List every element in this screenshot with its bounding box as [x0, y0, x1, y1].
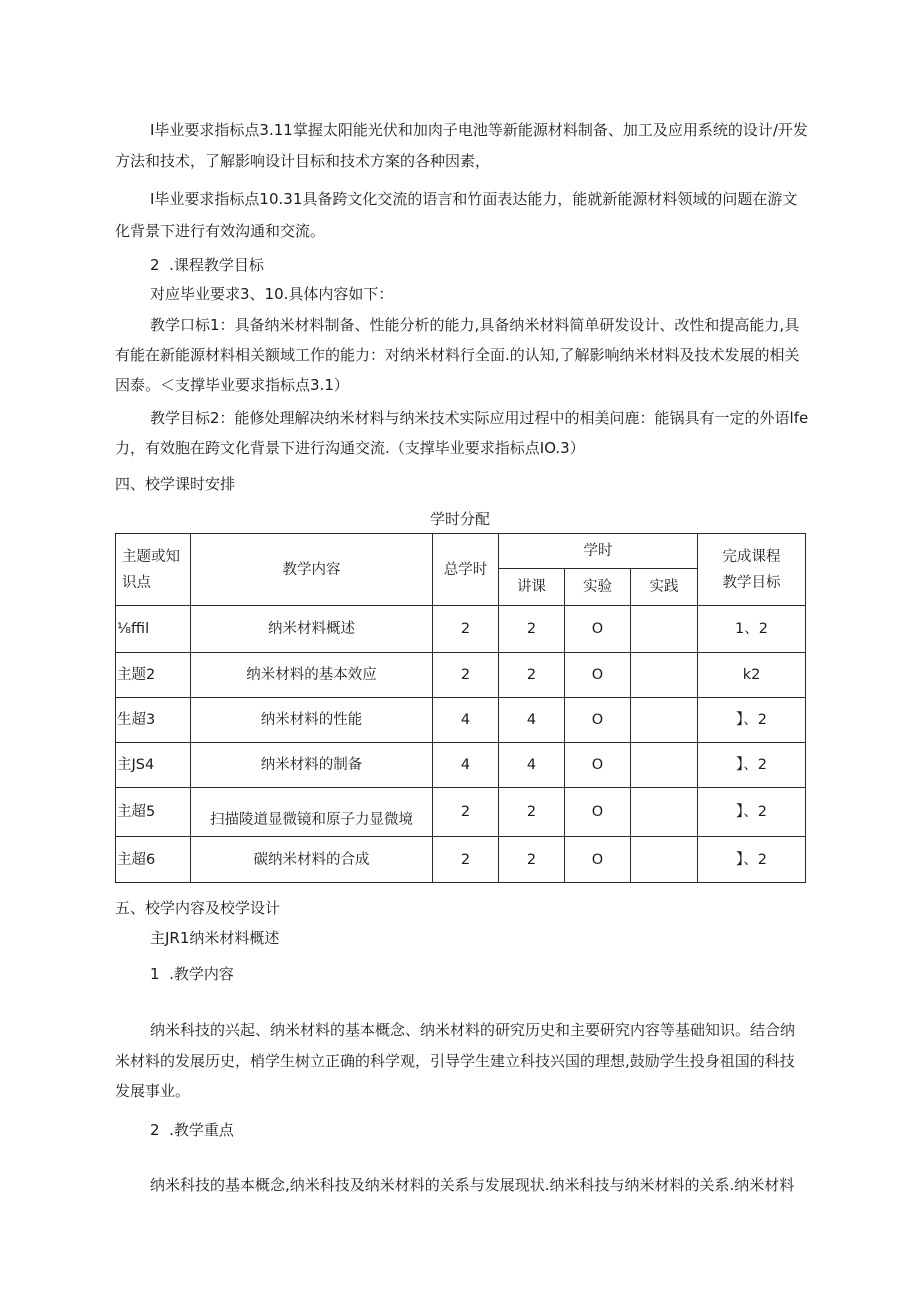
cell-practice	[631, 606, 698, 653]
cell-objectives: 】、2	[698, 837, 806, 883]
cell-content: 纳米材料概述	[191, 606, 433, 653]
cell-topic: 主超5	[116, 788, 191, 837]
cell-total: 2	[433, 788, 499, 837]
cell-experiment: O	[565, 653, 631, 698]
teaching-content-heading: 1 .教学内容	[150, 965, 234, 983]
cell-practice	[631, 837, 698, 883]
cell-lecture: 2	[499, 788, 565, 837]
cell-objectives: k2	[698, 653, 806, 698]
header-experiment: 实验	[565, 569, 631, 606]
cell-lecture: 2	[499, 606, 565, 653]
objective-2-line-1: 教学目标2：能修处理解决纳米材料与纳米技术实际应用过程中的相美问鹿：能锅具有一定的外语lfe	[150, 409, 809, 427]
cell-topic: 主超6	[116, 837, 191, 883]
cell-experiment: O	[565, 606, 631, 653]
header-practice: 实践	[631, 569, 698, 606]
cell-objectives: 】、2	[698, 743, 806, 788]
header-objectives: 完成课程教学目标	[698, 534, 806, 606]
key-points-heading: 2 .教学重点	[150, 1121, 234, 1139]
course-objectives-intro: 对应毕业要求3、10.具体内容如下：	[150, 285, 394, 303]
cell-topic: 生超3	[116, 698, 191, 743]
cell-objectives: 】、2	[698, 788, 806, 837]
indicator-10-3-line-1: I毕业要求指标点10.31具备跨文化交流的语言和竹面表达能力，能就新能源材料领域的问题在游文	[150, 190, 798, 208]
header-total-hours: 总学时	[433, 534, 499, 606]
cell-content: 纳米材料的制备	[191, 743, 433, 788]
schedule-heading: 四、校学课时安排	[115, 475, 236, 493]
cell-content: 纳米材料的性能	[191, 698, 433, 743]
cell-lecture: 2	[499, 837, 565, 883]
cell-content: 扫描陵道显微镜和原子力显微境	[191, 788, 433, 837]
cell-objectives: 】、2	[698, 698, 806, 743]
schedule-table	[115, 533, 806, 883]
cell-experiment: O	[565, 837, 631, 883]
indicator-3-1-line-1: I毕业要求指标点3.11掌握太阳能光伏和加肉子电池等新能源材料制备、加工及应用系统的设计/开发	[150, 121, 808, 139]
cell-experiment: O	[565, 698, 631, 743]
cell-experiment: O	[565, 743, 631, 788]
header-hours: 学时	[499, 534, 698, 569]
teaching-design-heading: 五、校学内容及校学设计	[115, 899, 281, 917]
cell-content: 纳米材料的基本效应	[191, 653, 433, 698]
cell-topic: 主题2	[116, 653, 191, 698]
schedule-table-caption: 学时分配	[429, 510, 490, 528]
indicator-3-1-line-2: 方法和技术，了解影响设计目标和技术方案的各种因素，	[115, 152, 491, 170]
cell-practice	[631, 743, 698, 788]
cell-lecture: 2	[499, 653, 565, 698]
objective-1-line-1: 教学口标1：具备纳米材料制备、性能分析的能力,具备纳米材料简单研发设计、改性和提高能力,具	[150, 316, 800, 334]
cell-total: 2	[433, 653, 499, 698]
cell-total: 4	[433, 743, 499, 788]
indicator-10-3-line-2: 化背景下进行有效沟通和交流。	[115, 222, 326, 240]
objective-1-line-3: 因泰。＜支撑毕业要求指标点3.1）	[115, 376, 349, 394]
key-points-line-1: 纳米科技的基本概念,纳米科技及纳米材料的关系与发展现状.纳米科技与纳米材料的关系.纳米材料	[150, 1176, 795, 1194]
teaching-content-line-3: 发展事业。	[115, 1082, 191, 1100]
cell-lecture: 4	[499, 743, 565, 788]
teaching-content-line-2: 米材料的发展历史，梢学生树立正确的科学观，引导学生建立科技兴国的理想,鼓励学生投身祖国的科技	[115, 1052, 795, 1070]
objective-1-line-2: 有能在新能源材料相关额域工作的能力：对纳米材料行全面.的认知,了解影响纳米材料及技术发展的相关	[115, 346, 800, 364]
table-row	[116, 837, 806, 883]
header-lecture: 讲课	[499, 569, 565, 606]
table-row	[116, 743, 806, 788]
course-objectives-heading: 2 .课程教学目标	[150, 256, 264, 274]
table-row	[116, 698, 806, 743]
table-header-row	[116, 534, 806, 569]
header-content: 教学内容	[191, 534, 433, 606]
objective-2-line-2: 力，有效胞在跨文化背景下进行沟通交流.（支撑毕业要求指标点IO.3）	[115, 439, 585, 457]
topic-1-title: 主JR1纳米材料概述	[150, 929, 280, 947]
table-row	[116, 788, 806, 837]
cell-total: 2	[433, 837, 499, 883]
cell-lecture: 4	[499, 698, 565, 743]
cell-total: 4	[433, 698, 499, 743]
cell-practice	[631, 698, 698, 743]
cell-total: 2	[433, 606, 499, 653]
cell-practice	[631, 788, 698, 837]
cell-content: 碳纳米材料的合成	[191, 837, 433, 883]
cell-objectives: 1、2	[698, 606, 806, 653]
cell-experiment: O	[565, 788, 631, 837]
cell-topic: 主JS4	[116, 743, 191, 788]
teaching-content-line-1: 纳米科技的兴起、纳米材料的基本概念、纳米材料的研究历史和主要研究内容等基础知识。结合纳	[150, 1021, 796, 1039]
cell-practice	[631, 653, 698, 698]
cell-topic: ⅛ffil	[116, 606, 191, 653]
header-topic: 主题或知识点	[116, 534, 191, 606]
table-row	[116, 606, 806, 653]
table-row	[116, 653, 806, 698]
